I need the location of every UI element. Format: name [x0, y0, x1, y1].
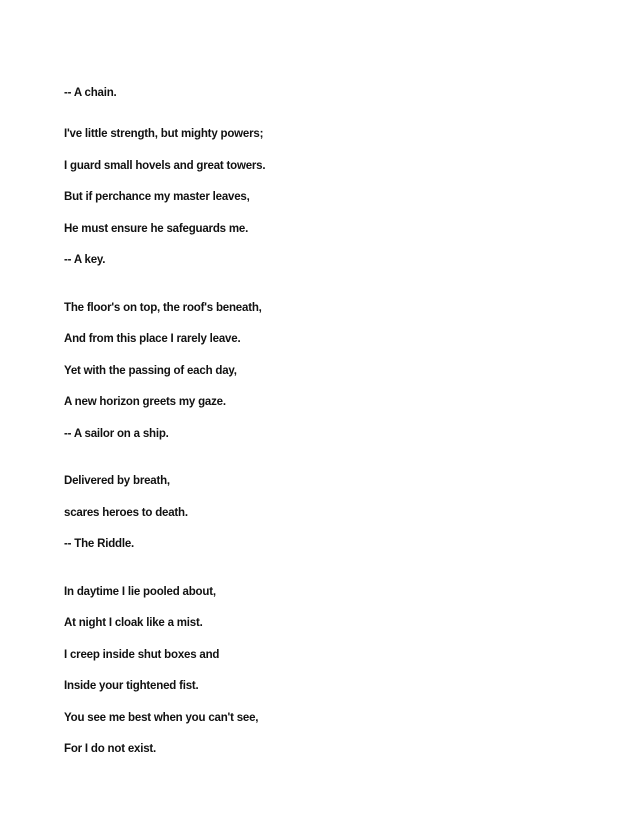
riddle-dark-line-5: You see me best when you can't see, — [64, 712, 259, 724]
riddle-sailor-line-2: And from this place I rarely leave. — [64, 333, 241, 345]
riddle-dark-line-1: In daytime I lie pooled about, — [64, 586, 216, 598]
answer-riddle: -- The Riddle. — [64, 538, 135, 550]
riddle-dark-line-2: At night I cloak like a mist. — [64, 617, 203, 629]
answer-chain: -- A chain. — [64, 87, 117, 99]
riddle-sailor-line-3: Yet with the passing of each day, — [64, 365, 237, 377]
riddle-key-line-1: I've little strength, but mighty powers; — [64, 128, 264, 140]
answer-key: -- A key. — [64, 254, 106, 266]
riddle-key-line-2: I guard small hovels and great towers. — [64, 160, 266, 172]
answer-sailor: -- A sailor on a ship. — [64, 428, 169, 440]
riddle-key-line-4: He must ensure he safeguards me. — [64, 223, 249, 235]
riddle-sailor-line-4: A new horizon greets my gaze. — [64, 396, 226, 408]
riddle-riddle-line-1: Delivered by breath, — [64, 475, 170, 487]
riddle-dark-line-6: For I do not exist. — [64, 743, 157, 755]
riddle-sailor-line-1: The floor's on top, the roof's beneath, — [64, 302, 262, 314]
riddle-dark-line-4: Inside your tightened fist. — [64, 680, 199, 692]
riddle-key-line-3: But if perchance my master leaves, — [64, 191, 250, 203]
riddle-riddle-line-2: scares heroes to death. — [64, 507, 188, 519]
riddle-dark-line-3: I creep inside shut boxes and — [64, 649, 220, 661]
